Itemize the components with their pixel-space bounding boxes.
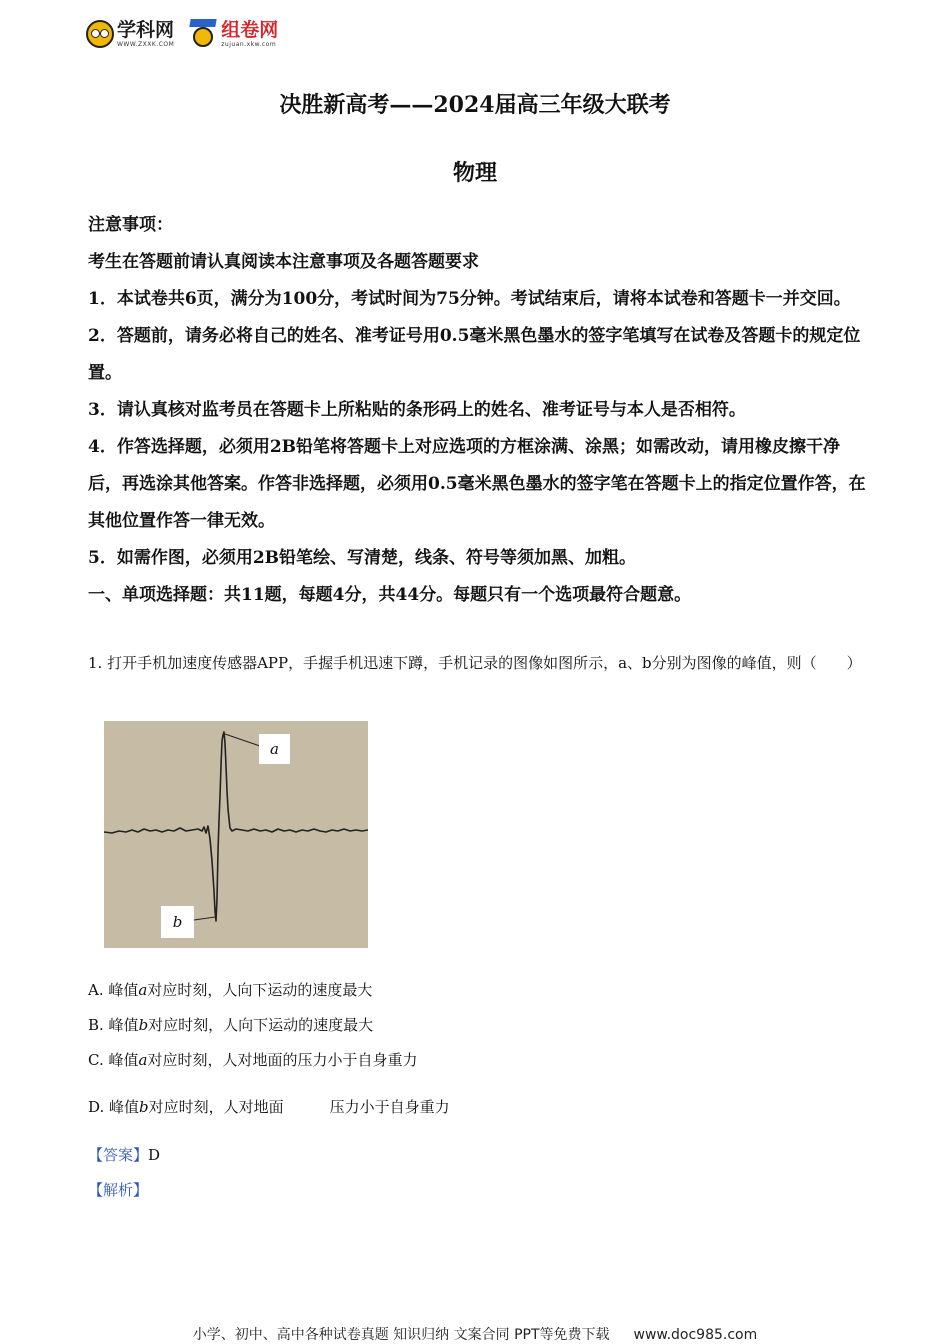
notice-item-5: 5．如需作图，必须用2B铅笔绘、写清楚，线条、符号等须加黑、加粗。 <box>88 548 637 568</box>
option-d: D. 峰值b对应时刻，人对地面 压力小于自身重力 <box>88 1098 450 1116</box>
label-a-pointer <box>225 734 260 746</box>
exam-subject: 物理 <box>452 160 497 186</box>
question-1-text: 1. 打开手机加速度传感器APP，手握手机迅速下蹲，手机记录的图像如图所示，a、b分别为图像的峰值，则（ ） <box>88 654 862 672</box>
option-c: C. 峰值a对应时刻，人对地面的压力小于自身重力 <box>88 1051 418 1069</box>
acceleration-curve <box>104 732 368 921</box>
zxxk-logo-url: WWW.ZXXK.COM <box>117 40 175 48</box>
section-heading: 一、单项选择题：共11题，每题4分，共44分。每题只有一个选项最符合题意。 <box>88 585 692 605</box>
answer-label: 【答案】 <box>88 1146 149 1164</box>
notice-heading: 注意事项： <box>88 215 173 235</box>
answer-value: D <box>148 1146 161 1164</box>
notice-item-2: 2．答题前，请务必将自己的姓名、准考证号用0.5毫米黑色墨水的签字笔填写在试卷及答题卡的规定位置。 <box>88 326 861 383</box>
header-logos <box>86 14 278 54</box>
notice-item-4: 4．作答选择题，必须用2B铅笔将答题卡上对应选项的方框涂满、涂黑；如需改动，请用橡皮擦干净后，再选涂其他答案。作答非选择题，必须用0.5毫米黑色墨水的签字笔在答题卡上的指定位置作答，在其他位置作答一律无效。 <box>88 437 866 531</box>
footer-text: 小学、初中、高中各种试卷真题 知识归纳 文案合同 PPT等免费下载 <box>192 1327 610 1343</box>
zxxk-logo <box>86 20 174 48</box>
exam-title: 决胜新高考——2024届高三年级大联考 <box>279 92 671 118</box>
option-b: B. 峰值b对应时刻，人向下运动的速度最大 <box>88 1016 374 1034</box>
label-b-pointer <box>194 917 215 920</box>
zxxk-logo-text: 学科网 <box>117 18 175 41</box>
zujuan-logo-text: 组卷网 <box>221 18 279 41</box>
option-a: A. 峰值a对应时刻，人向下运动的速度最大 <box>88 981 373 999</box>
zujuan-logo <box>188 19 278 49</box>
notice-section <box>88 207 868 614</box>
page-footer <box>0 1324 950 1344</box>
footer-url: www.doc985.com <box>633 1327 758 1343</box>
analysis-line <box>88 1179 148 1200</box>
peak-a-label: a <box>259 734 290 764</box>
acceleration-graph <box>104 721 368 948</box>
notice-item-1: 1．本试卷共6页，满分为100分，考试时间为75分钟。考试结束后，请将本试卷和答题卡一并交回。 <box>88 289 851 309</box>
owl-icon <box>86 20 114 48</box>
answer-line <box>88 1144 160 1165</box>
notice-item-3: 3．请认真核对监考员在答题卡上所粘贴的条形码上的姓名、准考证号与本人是否相符。 <box>88 400 746 420</box>
analysis-label: 【解析】 <box>88 1181 149 1199</box>
peak-b-label: b <box>161 906 194 938</box>
zujuan-logo-url: zujuan.xkw.com <box>221 40 277 48</box>
graduate-owl-icon <box>188 19 218 49</box>
notice-intro: 考生在答题前请认真阅读本注意事项及各题答题要求 <box>88 252 479 272</box>
